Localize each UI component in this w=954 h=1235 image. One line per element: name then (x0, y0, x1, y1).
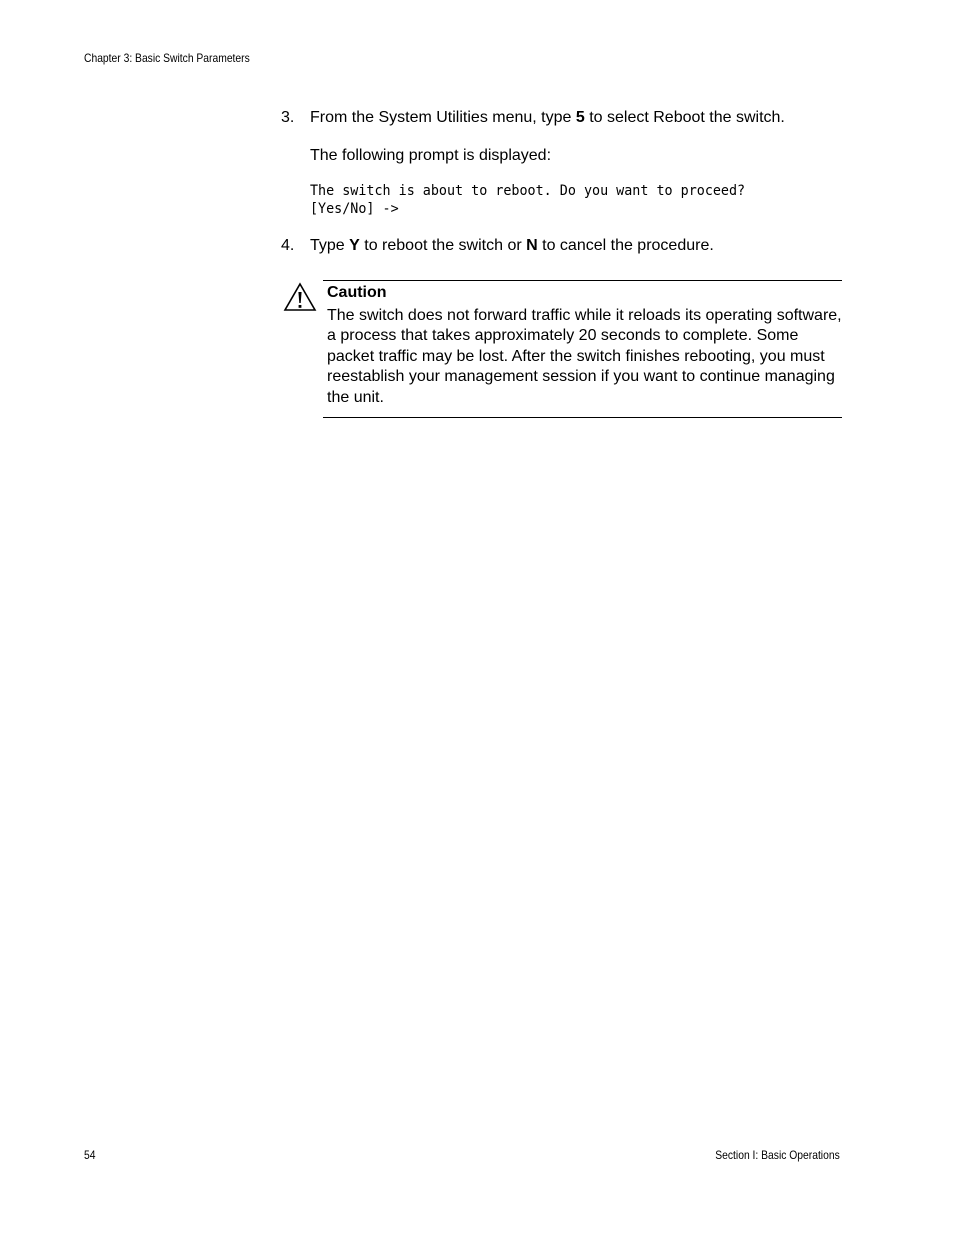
prompt-intro: The following prompt is displayed: (310, 147, 552, 164)
code-line-2: [Yes/No] -> (310, 201, 399, 217)
step-number: 4. (281, 237, 295, 254)
footer-section: Section I: Basic Operations (715, 1148, 840, 1162)
page-number: 54 (84, 1148, 96, 1162)
step-text: Type Y to reboot the switch or N to cancel the procedure. (310, 237, 714, 254)
running-header: Chapter 3: Basic Switch Parameters (84, 51, 250, 65)
warning-triangle-icon (283, 282, 317, 312)
caution-title: Caution (327, 284, 387, 301)
caution-body: The switch does not forward traffic while it reloads its operating software, a process that takes approximately 20 seconds to complete. Some packet traffic may be lost. After the switch finishes rebooting, you must reestablish your management session if you want to continue managing the unit. (327, 307, 842, 406)
step-text: From the System Utilities menu, type 5 to select Reboot the switch. (310, 109, 785, 126)
key-5: 5 (575, 109, 585, 126)
step-number: 3. (281, 109, 295, 126)
code-line-1: The switch is about to reboot. Do you want to proceed? (310, 183, 746, 199)
key-n: N (526, 237, 538, 254)
key-y: Y (349, 237, 360, 254)
code-block (310, 182, 745, 218)
